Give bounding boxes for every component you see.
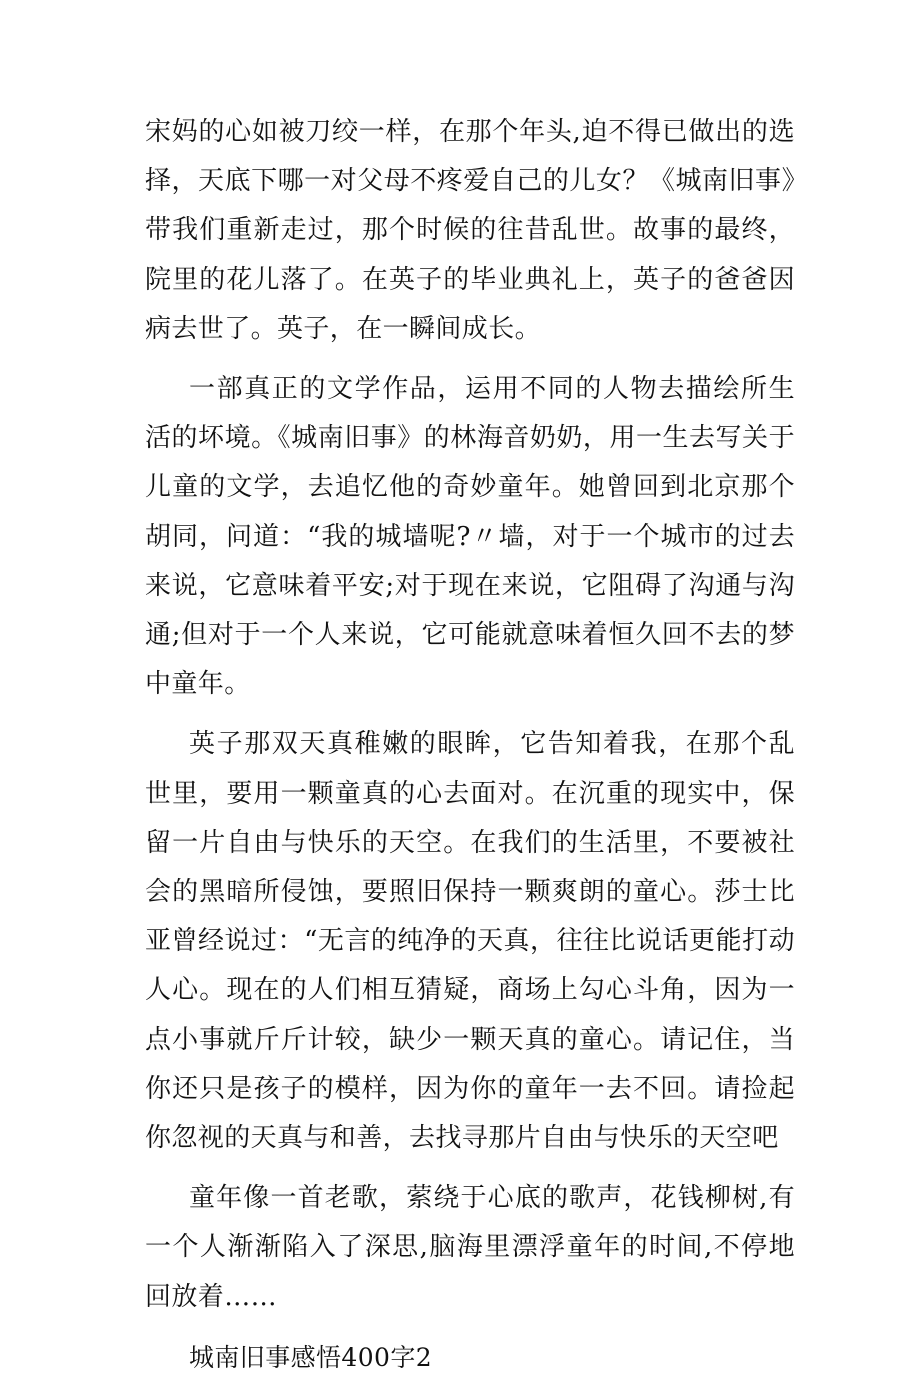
section-title: 城南旧事感悟400字2 xyxy=(189,1342,433,1372)
document-body xyxy=(145,108,795,1382)
paragraph-3: 英子那双天真稚嫩的眼眸，它告知着我，在那个乱世里，要用一颗童真的心去面对。在沉重的现实中，保留一片自由与快乐的天空。在我们的生活里，不要被社会的黑暗所侵蚀，要照旧保持一颗爽朗的童心。莎士比亚曾经说过：“无言的纯净的天真，往往比说话更能打动人心。现在的人们相互猜疑，商场上勾心斗角，因为一点小事就斤斤计较，缺少一颗天真的童心。请记住，当你还只是孩子的模样，因为你的童年一去不回。请捡起你忽视的天真与和善，去找寻那片自由与快乐的天空吧 xyxy=(145,729,795,1154)
paragraph-4: 童年像一首老歌，萦绕于心底的歌声，花钱柳树,有一个人渐渐陷入了深思,脑海里漂浮童年的时间,不停地回放着…… xyxy=(145,1183,795,1312)
paragraph-1: 宋妈的心如被刀绞一样，在那个年头,迫不得已做出的选择，天底下哪一对父母不疼爱自己的儿女？《城南旧事》带我们重新走过，那个时候的往昔乱世。故事的最终，院里的花儿落了。在英子的毕业典礼上，英子的爸爸因病去世了。英子，在一瞬间成长。 xyxy=(145,117,795,344)
paragraph-2: 一部真正的文学作品，运用不同的人物去描绘所生活的坏境。《城南旧事》的林海音奶奶，用一生去写关于儿童的文学，去追忆他的奇妙童年。她曾回到北京那个胡同，问道：“我的城墙呢?〃墙，对于一个城市的过去来说，它意味着平安;对于现在来说，它阻碍了沟通与沟通;但对于一个人来说，它可能就意味着恒久回不去的梦中童年。 xyxy=(145,374,795,700)
